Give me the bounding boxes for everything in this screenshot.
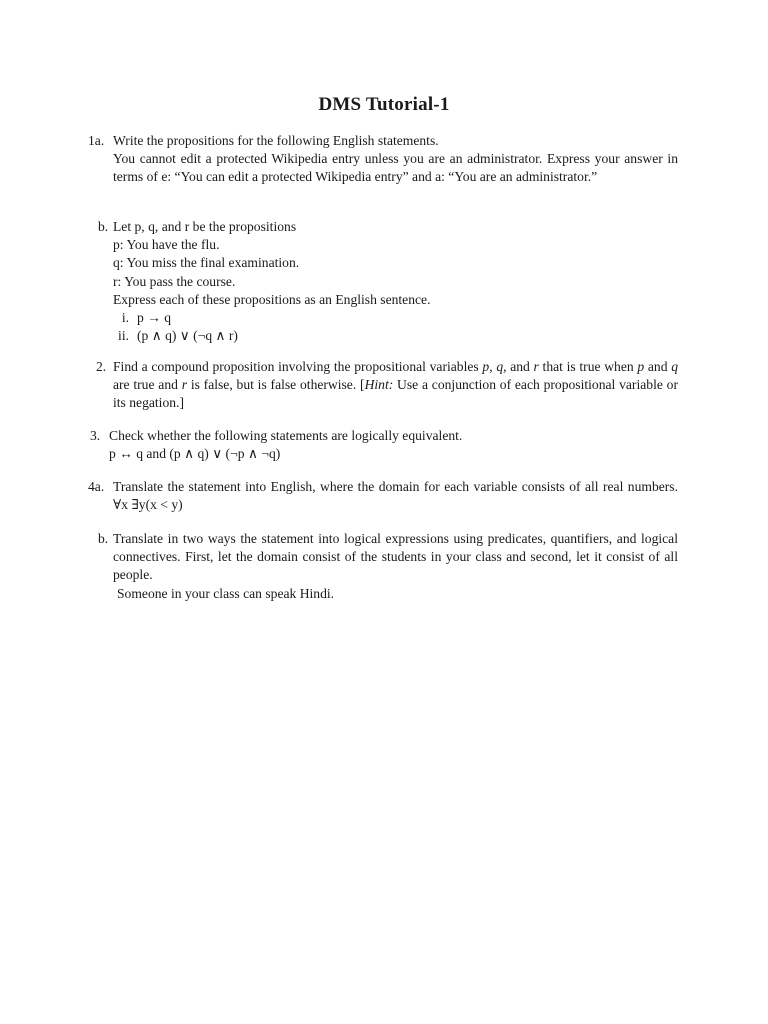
question-text: Let p, q, and r be the propositions [113,219,297,234]
sub-item-expression: (p ∧ q) ∨ (¬q ∧ r) [137,328,238,344]
question-number: 1a. [88,133,105,148]
proposition-q: q: You miss the final examination. [113,255,300,271]
question-number: b. [98,531,109,546]
question-text: Translate in two ways the statement into logical expressions using predicates, quantifiers, and logical connectives. First, let the domain consist of the students in your class and second, let it consist of all people. [113,531,678,583]
sub-item-expression: p → q [137,310,171,326]
sub-item-label: i. [121,310,129,326]
question-4b [88,530,678,603]
sub-item-label: ii. [118,328,129,344]
question-instruction: Express each of these propositions as an English sentence. [113,291,431,307]
question-4a [88,478,678,514]
sub-item [113,327,678,345]
question-statement: Someone in your class can speak Hindi. [117,585,335,601]
question-number: 4a. [88,479,105,494]
question-number: 3. [90,428,101,443]
proposition-r: r: You pass the course. [113,273,236,289]
question-number: 2. [96,359,107,374]
question-text: Find a compound proposition involving the propositional variables p, q, and r that is true when p and q are true and r is false, but is false otherwise. [Hint: Use a conjunction of each propositional variable or its negation.] [113,359,678,411]
question-text: Check whether the following statements are logically equivalent. [109,428,463,443]
question-number: b. [98,219,109,234]
question-text: Write the propositions for the following English statements. [113,133,439,148]
question-formula: p ↔ q and (p ∧ q) ∨ (¬p ∧ ¬q) [109,446,281,462]
sub-item [113,309,678,327]
question-3 [88,427,678,463]
question-2 [88,358,678,413]
question-text: Translate the statement into English, where the domain for each variable consists of all real numbers. ∀x ∃y(x < y) [113,479,678,513]
page-title: DMS Tutorial-1 [318,94,450,115]
question-1a [88,132,678,187]
proposition-p: p: You have the flu. [113,237,220,253]
question-1b [88,218,678,345]
question-statement: You cannot edit a protected Wikipedia entry unless you are an administrator. Express your answer in terms of e: “You can edit a protected Wikipedia entry” and a: “You are an administrator.” [113,151,678,185]
